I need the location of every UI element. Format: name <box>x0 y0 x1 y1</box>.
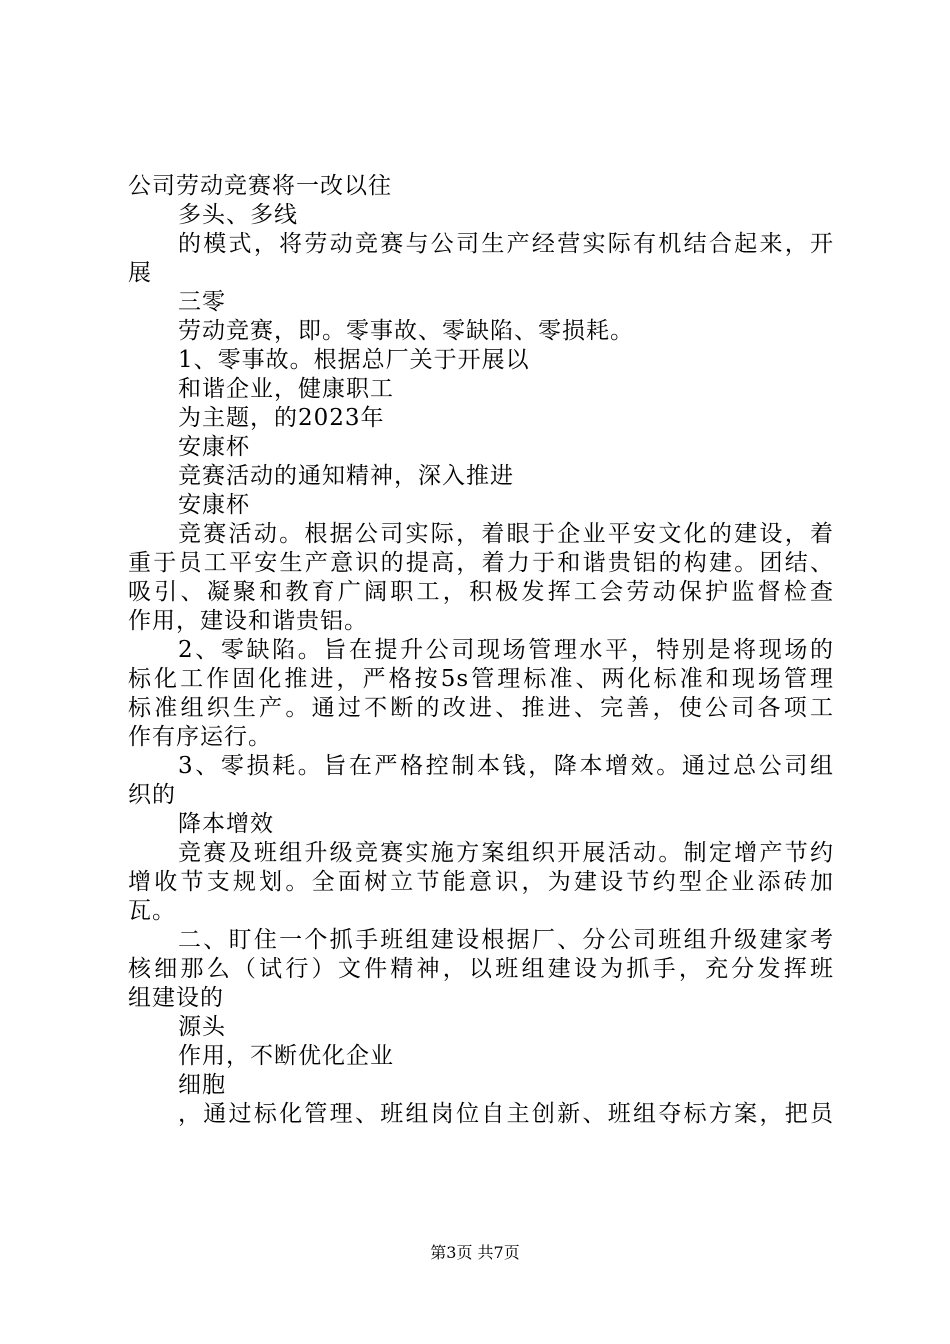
text-line: 源头 <box>178 1014 226 1040</box>
text-line: 竞赛及班组升级竞赛实施方案组织开展活动。制定增产节约 <box>178 840 834 866</box>
text-line: 三零 <box>178 289 226 315</box>
text-line: 二、盯住一个抓手班组建设根据厂、分公司班组升级建家考 <box>178 927 834 953</box>
text-line: 重于员工平安生产意识的提高，着力于和谐贵铝的构建。团结、 <box>128 550 834 576</box>
text-line: 多头、多线 <box>178 202 298 228</box>
text-line: 竞赛活动。根据公司实际，着眼于企业平安文化的建设，着 <box>178 521 834 547</box>
text-line: 为主题，的2023年 <box>178 405 385 431</box>
text-line: 竞赛活动的通知精神，深入推进 <box>178 463 514 489</box>
page-number: 第3页 共7页 <box>430 1243 520 1262</box>
text-line: 瓦。 <box>128 898 176 924</box>
document-body <box>128 172 834 1129</box>
text-line: 和谐企业，健康职工 <box>178 376 394 402</box>
text-line: 降本增效 <box>178 811 274 837</box>
text-line: ，通过标化管理、班组岗位自主创新、班组夺标方案，把员 <box>178 1101 834 1127</box>
text-line: 安康杯 <box>178 434 250 460</box>
text-line: 细胞 <box>178 1072 226 1098</box>
text-line: 的模式，将劳动竞赛与公司生产经营实际有机结合起来，开 <box>178 231 834 257</box>
text-line: 1、零事故。根据总厂关于开展以 <box>178 347 530 373</box>
text-line: 安康杯 <box>178 492 250 518</box>
text-line: 劳动竞赛，即。零事故、零缺陷、零损耗。 <box>178 318 634 344</box>
text-line: 2、零缺陷。旨在提升公司现场管理水平，特别是将现场的 <box>178 637 834 663</box>
text-line: 核细那么（试行）文件精神，以班组建设为抓手，充分发挥班 <box>128 956 834 982</box>
text-line: 组建设的 <box>128 985 224 1011</box>
text-line: 作用，建设和谐贵铝。 <box>128 608 368 634</box>
text-line: 3、零损耗。旨在严格控制本钱，降本增效。通过总公司组 <box>178 753 834 779</box>
text-line: 标化工作固化推进，严格按5s管理标准、两化标准和现场管理 <box>128 666 834 692</box>
text-line: 公司劳动竞赛将一改以往 <box>128 173 392 199</box>
text-line: 织的 <box>128 782 176 808</box>
text-line: 吸引、凝聚和教育广阔职工，积极发挥工会劳动保护监督检查 <box>128 579 834 605</box>
text-line: 展 <box>128 260 152 286</box>
text-line: 增收节支规划。全面树立节能意识，为建设节约型企业添砖加 <box>128 869 834 895</box>
text-line: 作用，不断优化企业 <box>178 1043 394 1069</box>
text-line: 标准组织生产。通过不断的改进、推进、完善，使公司各项工 <box>128 695 834 721</box>
text-line: 作有序运行。 <box>128 724 272 750</box>
